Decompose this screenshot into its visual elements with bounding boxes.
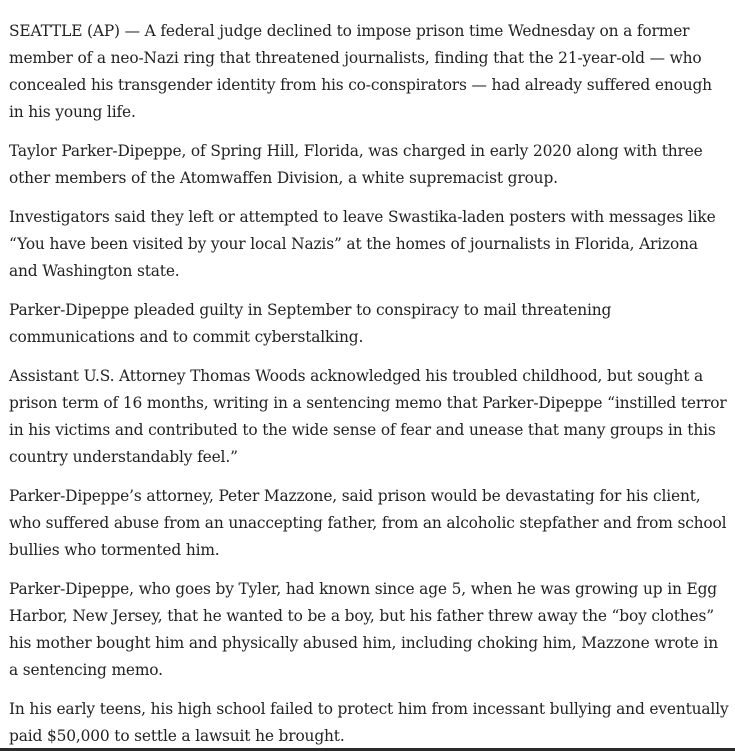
- article-paragraph: Investigators said they left or attempted to leave Swastika-laden posters with messages like “You have been visited by your local Nazis” at the homes of journalists in Florida, Arizona and Washington state.: [9, 208, 716, 280]
- article-paragraph: SEATTLE (AP) — A federal judge declined to impose prison time Wednesday on a former member of a neo-Nazi ring that threatened journalists, finding that the 21-year-old — who concealed his transgender identity from his co-conspirators — had already suffered enough in his young life.: [9, 22, 712, 121]
- article-paragraph: Assistant U.S. Attorney Thomas Woods acknowledged his troubled childhood, but sought a prison term of 16 months, writing in a sentencing memo that Parker-Dipeppe “instilled terror in his victims and contributed to the wide sense of fear and unease that many groups in this country understandably feel.”: [9, 367, 727, 466]
- article-paragraph: Parker-Dipeppe, who goes by Tyler, had known since age 5, when he was growing up in Egg Harbor, New Jersey, that he wanted to be a boy, but his father threw away the “boy clothes” his mother bought him and physically abused him, including choking him, Mazzone wrote in a sentencing memo.: [9, 580, 718, 679]
- article-paragraph: Parker-Dipeppe’s attorney, Peter Mazzone, said prison would be devastating for his client, who suffered abuse from an unaccepting father, from an alcoholic stepfather and from school bullies who tormented him.: [9, 487, 727, 559]
- article-body: [9, 18, 731, 750]
- article-paragraph: Taylor Parker-Dipeppe, of Spring Hill, Florida, was charged in early 2020 along with three other members of the Atomwaffen Division, a white supremacist group.: [9, 142, 703, 187]
- article-paragraph: Parker-Dipeppe pleaded guilty in September to conspiracy to mail threatening communications and to commit cyberstalking.: [9, 301, 612, 346]
- article-paragraph: In his early teens, his high school failed to protect him from incessant bullying and eventually paid $50,000 to settle a lawsuit he brought.: [9, 700, 729, 745]
